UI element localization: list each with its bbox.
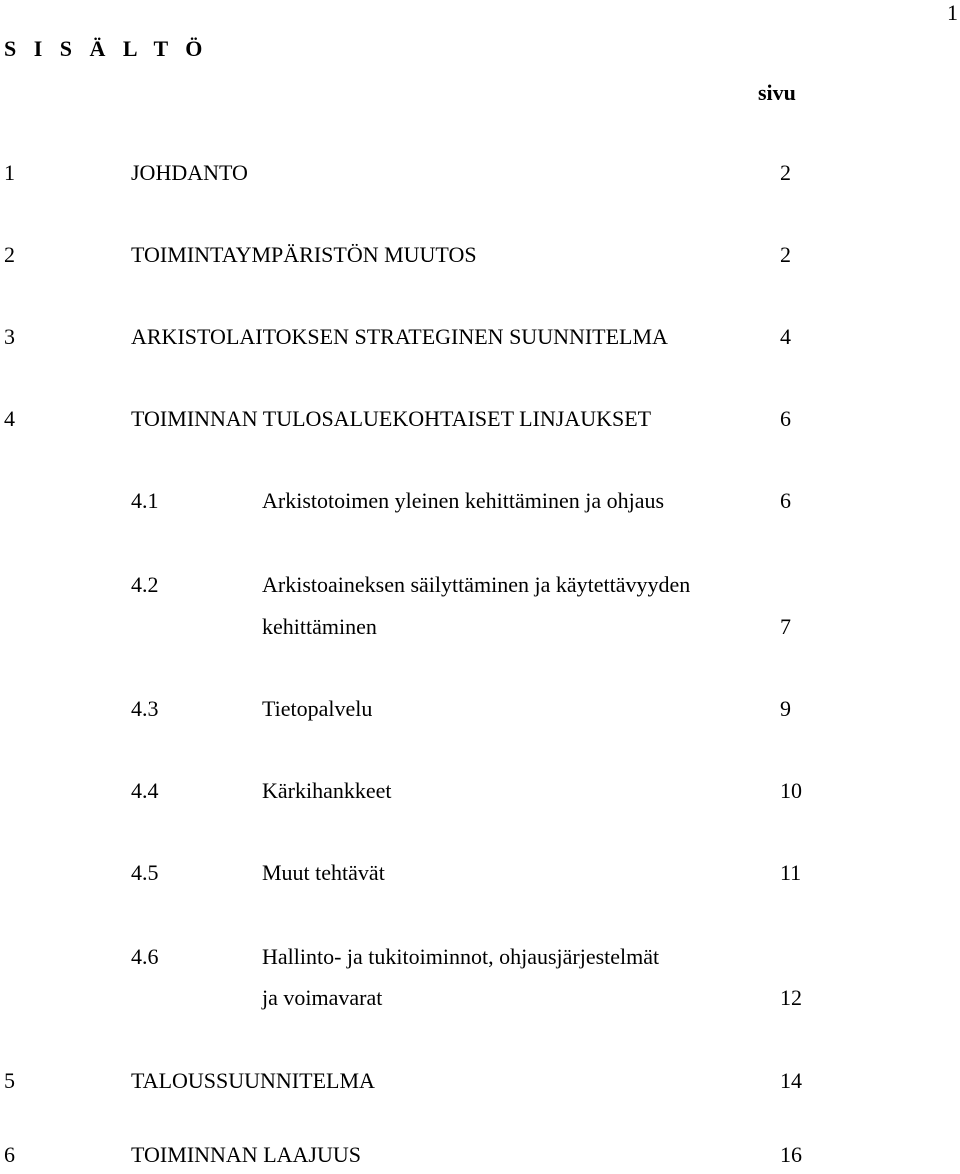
- toc-entry-title: ARKISTOLAITOKSEN STRATEGINEN SUUNNITELMA: [131, 324, 668, 349]
- toc-entry-1[interactable]: [0, 160, 960, 190]
- toc-entry-4-2-continuation[interactable]: [0, 614, 960, 644]
- toc-entry-number: 6: [4, 1142, 15, 1167]
- toc-entry-title: TALOUSSUUNNITELMA: [131, 1068, 375, 1093]
- toc-entry-title: Hallinto- ja tukitoiminnot, ohjausjärjestelmät: [262, 944, 660, 969]
- page-column-header: sivu: [758, 80, 796, 105]
- toc-entry-4-6[interactable]: [0, 944, 960, 974]
- toc-entry-page: 9: [780, 696, 791, 721]
- toc-entry-number: 2: [4, 242, 15, 267]
- toc-entry-4-6-continuation[interactable]: [0, 985, 960, 1015]
- toc-entry-4-5[interactable]: [0, 860, 960, 890]
- page-number: 1: [947, 0, 958, 25]
- toc-entry-page: 14: [780, 1068, 802, 1093]
- toc-entry-number: 1: [4, 160, 15, 185]
- toc-entry-page: 6: [780, 406, 791, 431]
- toc-entry-number: 4.4: [131, 778, 159, 803]
- toc-entry-page: 11: [780, 860, 802, 885]
- toc-entry-number: 4: [4, 406, 15, 431]
- toc-entry-3[interactable]: [0, 324, 960, 354]
- toc-entry-page: 4: [780, 324, 791, 349]
- toc-entry-title: Arkistoaineksen säilyttäminen ja käytettävyyden: [262, 572, 691, 597]
- page-title: S I S Ä L T Ö: [4, 36, 209, 61]
- toc-entry-5[interactable]: [0, 1068, 960, 1098]
- toc-entry-number: 4.3: [131, 696, 159, 721]
- toc-entry-4-4[interactable]: [0, 778, 960, 808]
- toc-entry-page: 10: [780, 778, 802, 803]
- toc-entry-title: JOHDANTO: [131, 160, 248, 185]
- toc-entry-4-1[interactable]: [0, 488, 960, 518]
- toc-entry-title: TOIMINTAYMPÄRISTÖN MUUTOS: [131, 242, 477, 267]
- toc-entry-title-continuation: kehittäminen: [262, 614, 377, 639]
- toc-entry-number: 5: [4, 1068, 15, 1093]
- toc-entry-title: Arkistotoimen yleinen kehittäminen ja ohjaus: [262, 488, 665, 513]
- toc-entry-title-continuation: ja voimavarat: [262, 985, 383, 1010]
- toc-entry-page: 7: [780, 614, 791, 639]
- toc-entry-number: 4.1: [131, 488, 159, 513]
- toc-entry-number: 4.2: [131, 572, 159, 597]
- toc-entry-title: TOIMINNAN LAAJUUS: [131, 1142, 361, 1167]
- toc-entry-4-2[interactable]: [0, 572, 960, 602]
- toc-entry-title: Tietopalvelu: [262, 696, 373, 721]
- toc-entry-2[interactable]: [0, 242, 960, 272]
- toc-entry-6[interactable]: [0, 1142, 960, 1172]
- toc-entry-number: 3: [4, 324, 15, 349]
- toc-entry-number: 4.5: [131, 860, 159, 885]
- toc-entry-number: 4.6: [131, 944, 159, 969]
- toc-entry-page: 6: [780, 488, 791, 513]
- toc-entry-title: Muut tehtävät: [262, 860, 385, 885]
- toc-entry-title: TOIMINNAN TULOSALUEKOHTAISET LINJAUKSET: [131, 406, 652, 431]
- toc-entry-4[interactable]: [0, 406, 960, 436]
- toc-entry-page: 2: [780, 160, 791, 185]
- toc-entry-page: 16: [780, 1142, 802, 1167]
- toc-entry-4-3[interactable]: [0, 696, 960, 726]
- toc-entry-page: 2: [780, 242, 791, 267]
- toc-entry-page: 12: [780, 985, 802, 1010]
- toc-entry-title: Kärkihankkeet: [262, 778, 392, 803]
